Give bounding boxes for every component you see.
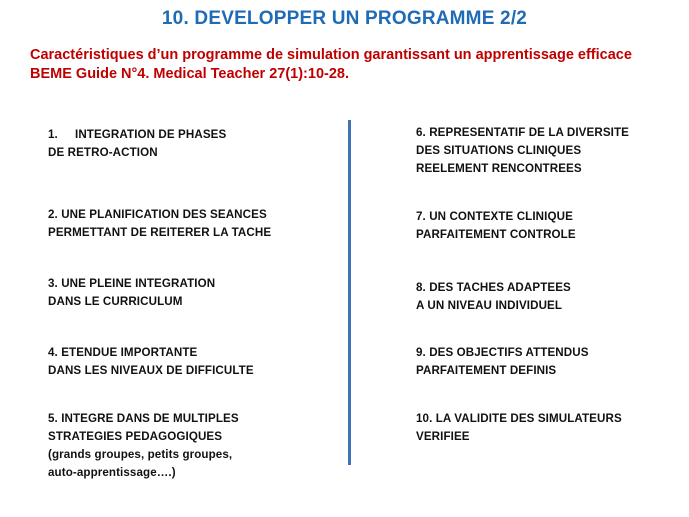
left-item-2 bbox=[48, 206, 271, 242]
right-item-9-line-2: PARFAITEMENT DEFINIS bbox=[416, 364, 557, 377]
right-item-10-line-1: 10. LA VALIDITE DES SIMULATEURS bbox=[416, 412, 622, 425]
right-item-7 bbox=[416, 208, 576, 244]
left-item-5-line-3: (grands groupes, petits groupes, bbox=[48, 448, 233, 461]
left-item-5-line-2: STRATEGIES PEDAGOGIQUES bbox=[48, 430, 223, 443]
subtitle-line-2: BEME Guide N°4. Medical Teacher 27(1):10-28. bbox=[30, 66, 349, 82]
left-item-4-line-1: 4. ETENDUE IMPORTANTE bbox=[48, 346, 198, 359]
left-item-4-line-2: DANS LES NIVEAUX DE DIFFICULTE bbox=[48, 364, 254, 377]
left-item-2-line-2: PERMETTANT DE REITERER LA TACHE bbox=[48, 226, 272, 239]
right-item-6-line-3: REELEMENT RENCONTREES bbox=[416, 162, 582, 175]
left-item-1-line-1: INTEGRATION DE PHASES bbox=[75, 128, 227, 141]
slide-title: 10. DEVELOPPER UN PROGRAMME 2/2 bbox=[161, 8, 528, 29]
right-item-8 bbox=[416, 279, 571, 315]
right-item-9 bbox=[416, 344, 589, 380]
left-item-5-line-1: 5. INTEGRE DANS DE MULTIPLES bbox=[48, 412, 239, 425]
left-item-2-line-1: 2. UNE PLANIFICATION DES SEANCES bbox=[48, 208, 267, 221]
left-item-3 bbox=[48, 275, 215, 311]
right-item-8-line-1: 8. DES TACHES ADAPTEES bbox=[416, 281, 571, 294]
left-item-5 bbox=[48, 410, 239, 482]
left-item-1 bbox=[48, 126, 226, 162]
left-item-1-line-2: DE RETRO-ACTION bbox=[48, 146, 158, 159]
right-item-9-line-1: 9. DES OBJECTIFS ATTENDUS bbox=[416, 346, 589, 359]
right-item-6-line-2: DES SITUATIONS CLINIQUES bbox=[416, 144, 582, 157]
subtitle-line-1: Caractéristiques d’un programme de simulation garantissant un apprentissage efficace bbox=[30, 47, 632, 63]
column-divider bbox=[348, 120, 351, 465]
left-item-3-line-1: 3. UNE PLEINE INTEGRATION bbox=[48, 277, 216, 290]
left-item-3-line-2: DANS LE CURRICULUM bbox=[48, 295, 183, 308]
left-item-5-line-4: auto-apprentissage….) bbox=[48, 466, 176, 479]
right-item-6 bbox=[416, 124, 629, 178]
right-item-10-line-2: VERIFIEE bbox=[416, 430, 470, 443]
right-item-10 bbox=[416, 410, 622, 446]
subtitle bbox=[30, 46, 680, 84]
right-item-6-line-1: 6. REPRESENTATIF DE LA DIVERSITE bbox=[416, 126, 629, 139]
right-item-7-line-1: 7. UN CONTEXTE CLINIQUE bbox=[416, 210, 573, 223]
left-item-1-number: 1. bbox=[48, 128, 58, 141]
left-item-4 bbox=[48, 344, 254, 380]
right-item-8-line-2: A UN NIVEAU INDIVIDUEL bbox=[416, 299, 563, 312]
right-item-7-line-2: PARFAITEMENT CONTROLE bbox=[416, 228, 576, 241]
